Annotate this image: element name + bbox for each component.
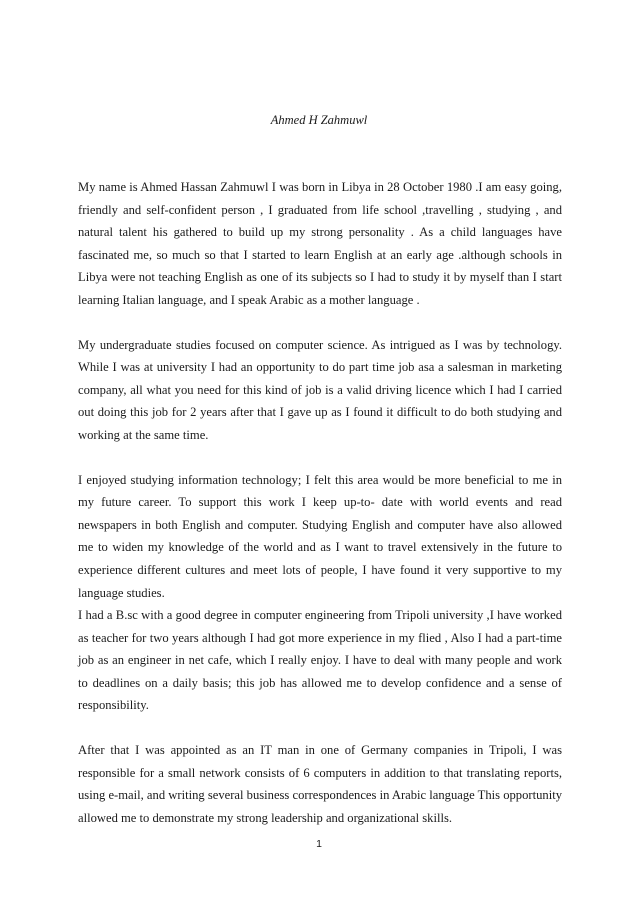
paragraph-gap <box>78 717 562 739</box>
document-title: Ahmed H Zahmuwl <box>270 113 368 127</box>
paragraph-gap <box>78 447 562 469</box>
paragraph-introduction: My name is Ahmed Hassan Zahmuwl I was born in Libya in 28 October 1980 .I am easy going, friendly and self-confident person , I graduated from life school ,travelling , studying , and natural talent his gathered to build up my strong personality . As a child languages have fascinated me, so much so that I started to learn English at an early age .although schools in Libya were not teaching English as one of its subjects so I had to study it by myself than I start learning Italian language, and I speak Arabic as a mother language . <box>78 180 562 307</box>
paragraph-undergraduate-studies: My undergraduate studies focused on computer science. As intrigued as I was by technology. While I was at university I had an opportunity to do part time job asa a salesman in marketing company, all what you need for this kind of job is a valid driving licence which I had I carried out doing this job for 2 years after that I gave up as I found it difficult to do both studying and working at the same time. <box>78 337 562 442</box>
paragraph-it-role: After that I was appointed as an IT man in one of Germany companies in Tripoli, I was responsible for a small network consists of 6 computers in addition to that translating reports, using e-mail, and writing several business correspondences in Arabic language This opportunity allowed me to demonstrate my strong leadership and organizational skills. <box>78 743 562 825</box>
document-body <box>78 176 562 829</box>
paragraph-gap <box>78 312 562 334</box>
page-number: 1 <box>316 838 322 850</box>
paragraph-information-technology: I enjoyed studying information technology; I felt this area would be more beneficial to me in my future career. To support this work I keep up-to- date with world events and read newspapers in both English and computer. Studying English and computer have also allowed me to widen my knowledge of the world and as I want to travel extensively in the future to experience different cultures and meet lots of people, I have found it very supportive to my language studies. <box>78 472 562 600</box>
paragraph-degree-experience: I had a B.sc with a good degree in computer engineering from Tripoli university ,I have worked as teacher for two years although I had got more experience in my flied , Also I had a part-time job as an engineer in net cafe, which I really enjoy. I have to deal with many people and work to deadlines on a daily basis; this job has allowed me to develop confidence and a sense of responsibility. <box>78 608 562 713</box>
